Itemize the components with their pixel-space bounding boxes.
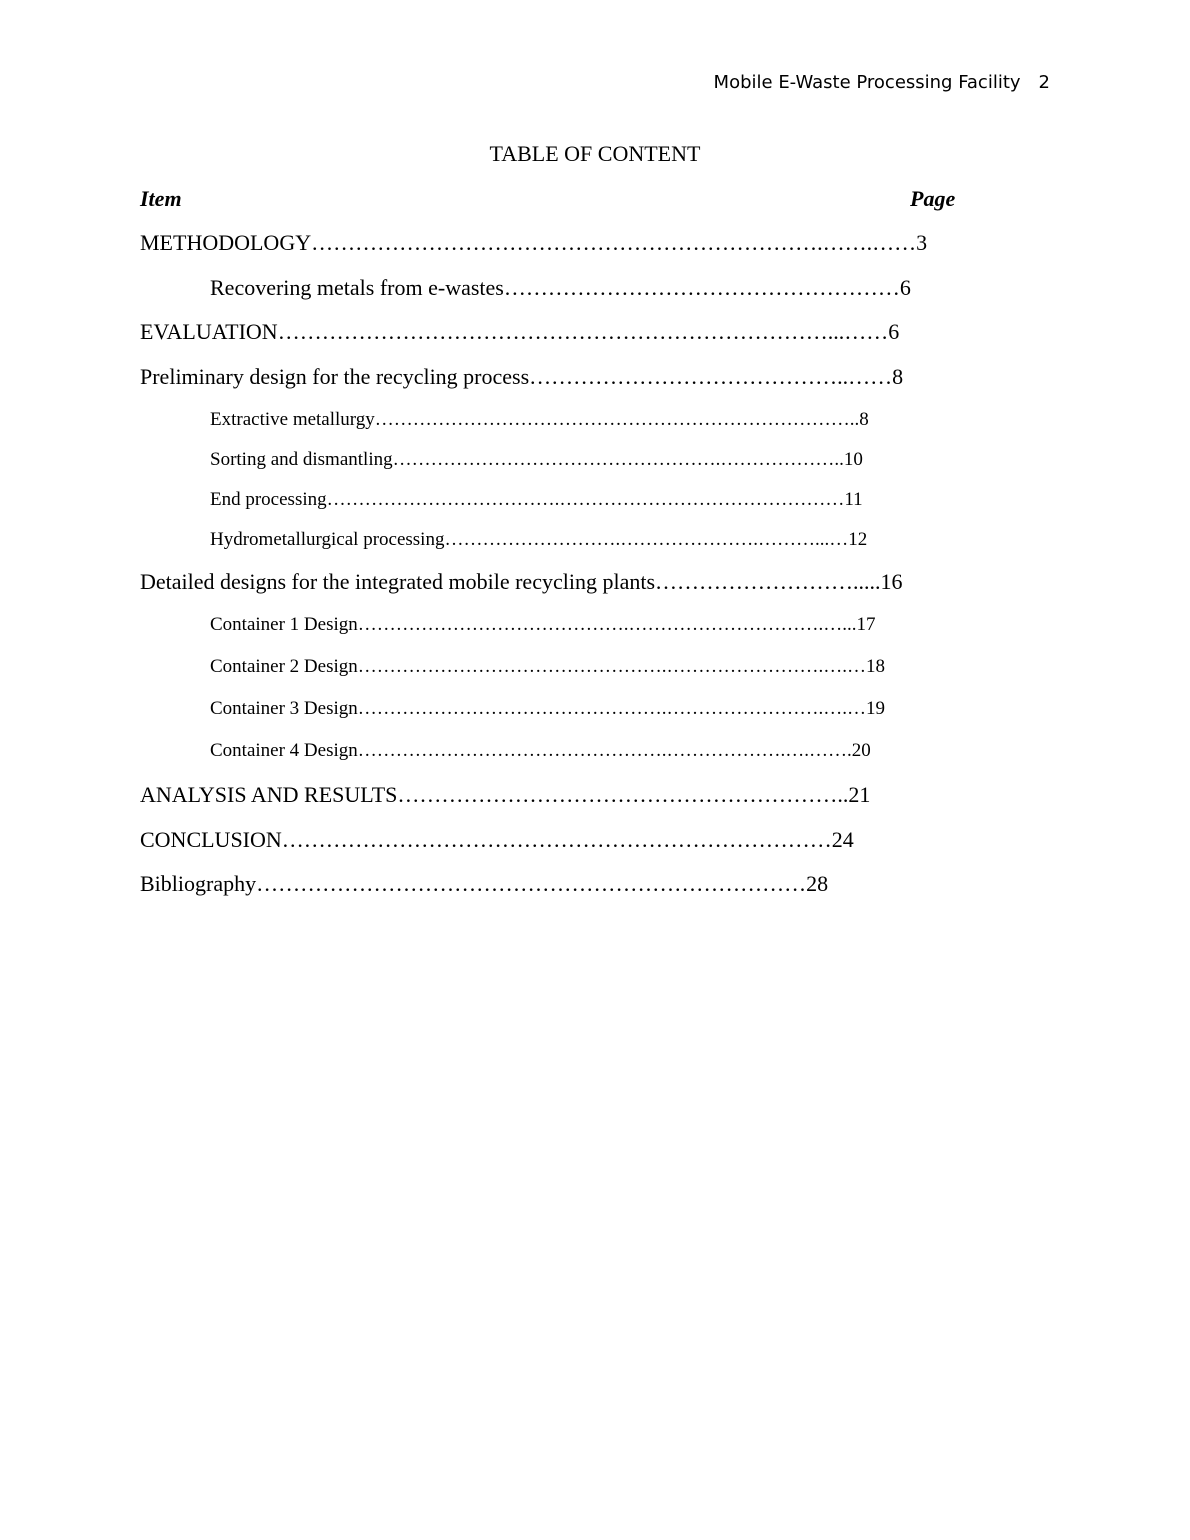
toc-entry-sorting-dismantling: Sorting and dismantling…………………………………………….………………..10 [210, 449, 863, 470]
toc-entry-hydrometallurgical: Hydrometallurgical processing……………………….………………….………...…12 [210, 529, 868, 550]
toc-entry-container-4: Container 4 Design………………………………………….……………….….…….20 [210, 740, 871, 761]
toc-entry-end-processing: End processing……………………………….………………………………………11 [210, 489, 863, 510]
toc-header-page: Page [910, 186, 956, 211]
toc-entry-methodology: METHODOLOGY…………………………………………………………….…….……3 [140, 230, 928, 255]
toc-entry-container-3: Container 3 Design………………………………………….…………………….….…19 [210, 698, 886, 719]
toc-entry-evaluation: EVALUATION…………………………………………………………………...……6 [140, 319, 900, 344]
toc-header-item: Item [140, 186, 182, 211]
toc-title: TABLE OF CONTENT [489, 141, 701, 166]
toc-entry-detailed-designs: Detailed designs for the integrated mobile recycling plants……………………….....16 [140, 569, 903, 594]
running-head [714, 72, 1050, 93]
toc-entry-analysis-results: ANALYSIS AND RESULTS……………………………………………………..21 [140, 782, 871, 807]
toc-entry-preliminary-design: Preliminary design for the recycling process……………………………………..……8 [140, 364, 904, 389]
toc-entry-container-2: Container 2 Design………………………………………….…………………….….…18 [210, 656, 886, 677]
toc-entry-container-1: Container 1 Design…………………………………….………………………….…...17 [210, 614, 876, 635]
toc-entry-extractive-metallurgy: Extractive metallurgy…………………………………………………………………..8 [210, 409, 869, 430]
running-head-page-number: 2 [1038, 72, 1050, 93]
running-head-title: Mobile E-Waste Processing Facility [713, 72, 1021, 93]
toc-entry-recovering-metals: Recovering metals from e-wastes………………………………………………6 [210, 275, 911, 300]
toc-entry-bibliography: Bibliography…………………………………………………………………28 [140, 871, 829, 896]
toc-entry-conclusion: CONCLUSION…………………………………………………………………24 [140, 827, 854, 852]
